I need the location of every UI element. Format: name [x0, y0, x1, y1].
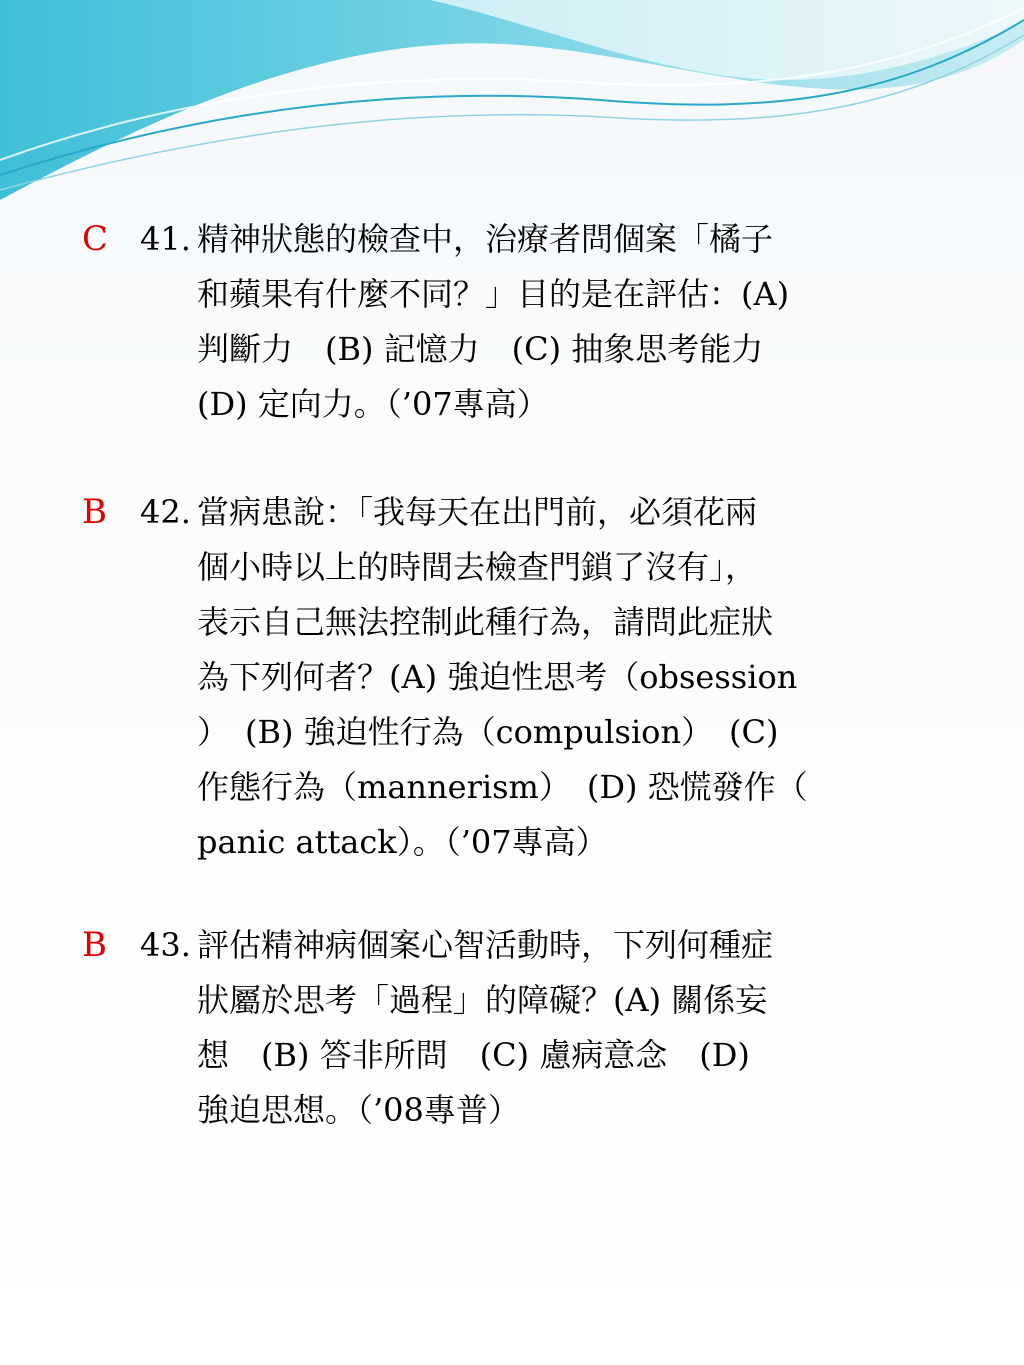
question-text-line: 為下列何者？(A) 強迫性思考（obsession: [197, 658, 798, 696]
answer-key: B: [82, 492, 107, 532]
answer-key: C: [82, 219, 109, 259]
question-text-line: 評估精神病個案心智活動時，下列何種症: [197, 926, 774, 964]
question-text-line: 作態行為（mannerism） (D) 恐慌發作（: [197, 768, 808, 806]
question-text-line: 個小時以上的時間去檢查門鎖了沒有」，: [197, 548, 758, 586]
question-text-line: 表示自己無法控制此種行為，請問此症狀: [197, 603, 774, 641]
answer-key: B: [82, 925, 107, 965]
question-text-line: 當病患說：「我每天在出門前，必須花兩: [197, 493, 758, 531]
question-number: 42.: [140, 493, 191, 531]
question-text-line: 強迫思想。（’08專普）: [197, 1091, 520, 1129]
question-text-line: ） (B) 強迫性行為（compulsion） (C): [197, 713, 779, 751]
question-text-line: (D) 定向力。（’07專高）: [197, 385, 549, 423]
question-text-line: 狀屬於思考「過程」的障礙？(A) 關係妄: [197, 981, 768, 1019]
question-text-line: panic attack）。（’07專高）: [197, 823, 608, 861]
question-text-line: 精神狀態的檢查中，治療者問個案「橘子: [197, 220, 774, 258]
question-number: 43.: [140, 926, 191, 964]
question-text-line: 想 (B) 答非所問 (C) 慮病意念 (D): [197, 1036, 750, 1074]
question-text-line: 判斷力 (B) 記憶力 (C) 抽象思考能力: [197, 330, 764, 368]
wave-decoration: [0, 0, 1024, 230]
question-number: 41.: [140, 220, 191, 258]
question-text-line: 和蘋果有什麼不同？」目的是在評估：(A): [197, 275, 790, 313]
